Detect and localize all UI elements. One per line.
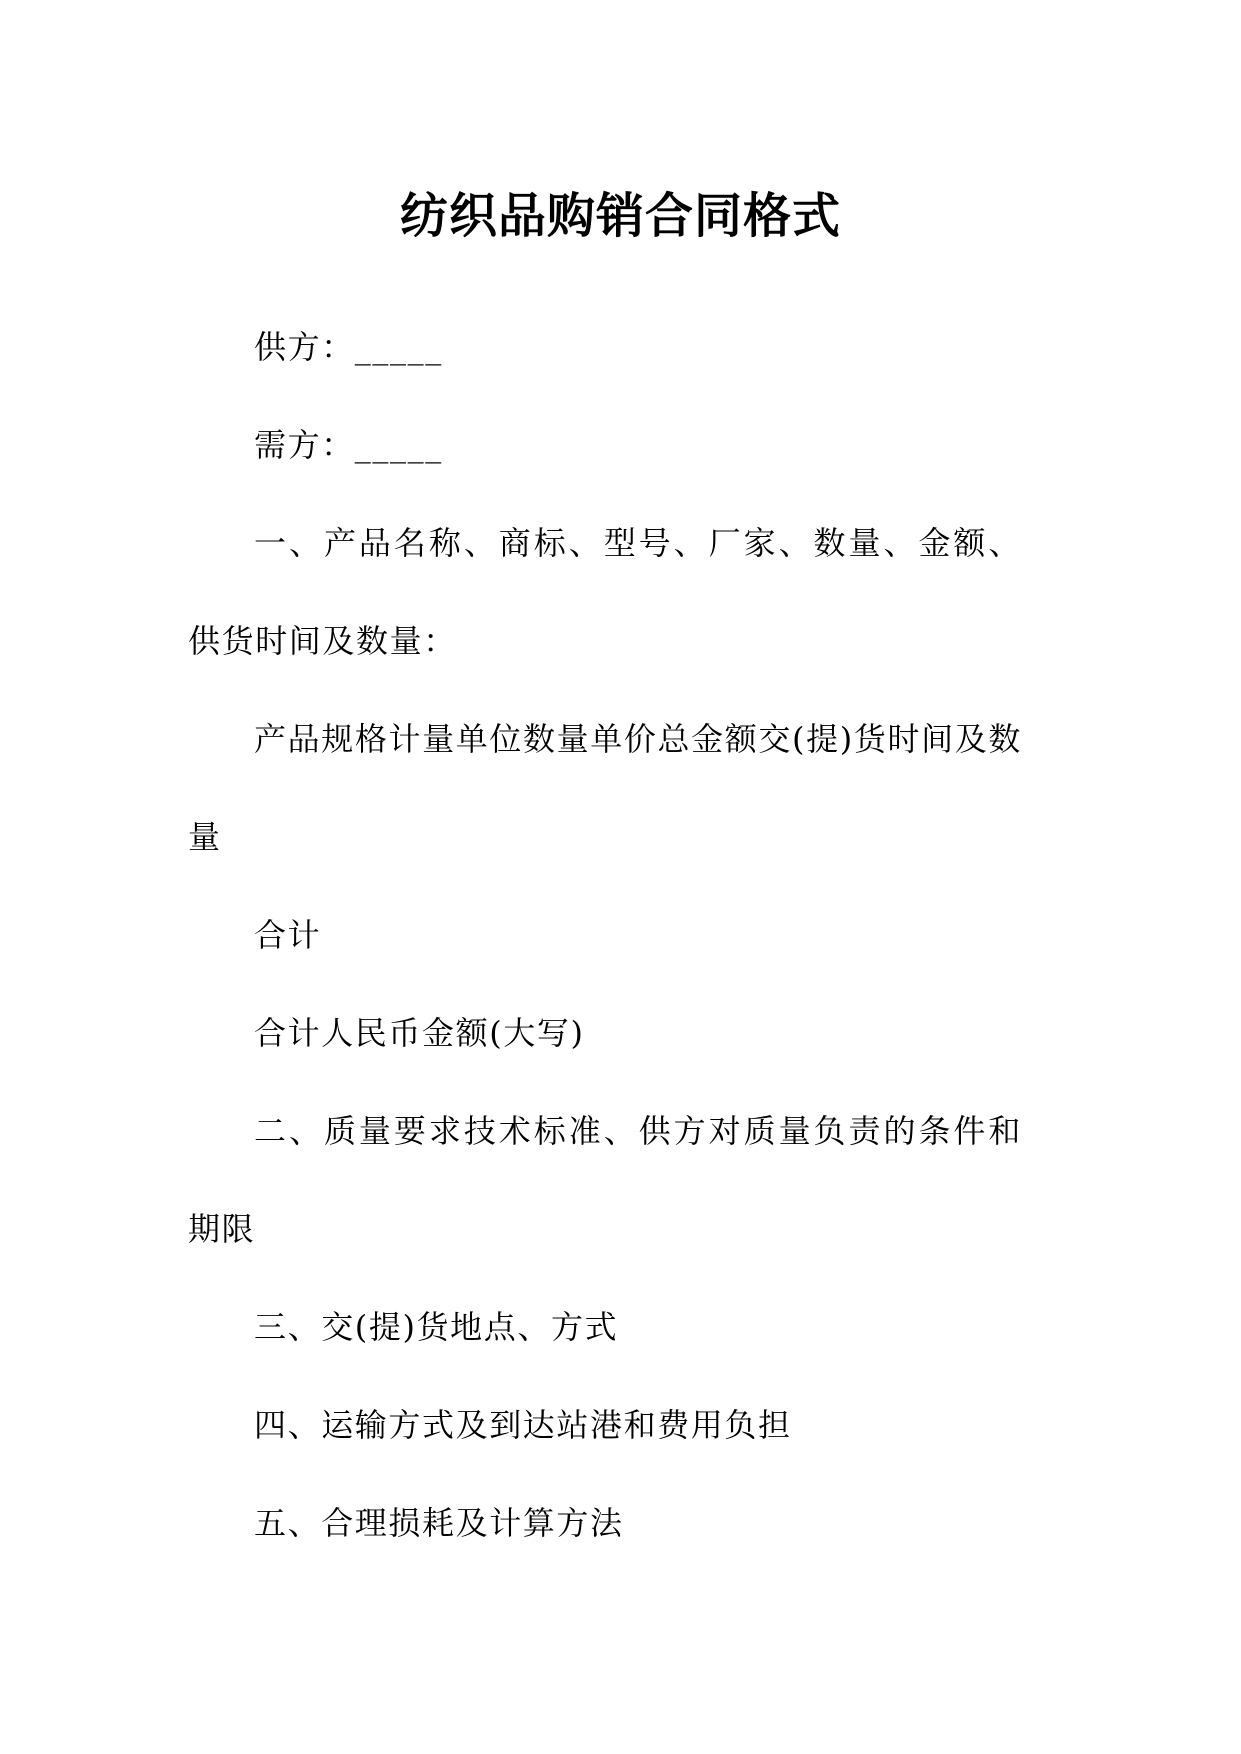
total-rmb-line: 合计人民币金额(大写)	[254, 1014, 585, 1052]
subtotal-line: 合计	[254, 916, 322, 954]
document-body	[188, 298, 1022, 1572]
clause-4-heading: 四、运输方式及到达站港和费用负担	[254, 1406, 792, 1444]
clause-3-heading: 三、交(提)货地点、方式	[254, 1308, 619, 1346]
clause-1-heading: 一、产品名称、商标、型号、厂家、数量、金额、供货时间及数量：	[188, 524, 1022, 660]
product-table-header: 产品规格计量单位数量单价总金额交(提)货时间及数量	[188, 720, 1022, 856]
supplier-line: 供方：_____	[254, 328, 443, 366]
clause-5-heading: 五、合理损耗及计算方法	[254, 1504, 624, 1542]
buyer-line: 需方：_____	[254, 426, 443, 464]
clause-2-heading: 二、质量要求技术标准、供方对质量负责的条件和期限	[188, 1112, 1022, 1248]
document-title: 纺织品购销合同格式	[399, 188, 841, 245]
